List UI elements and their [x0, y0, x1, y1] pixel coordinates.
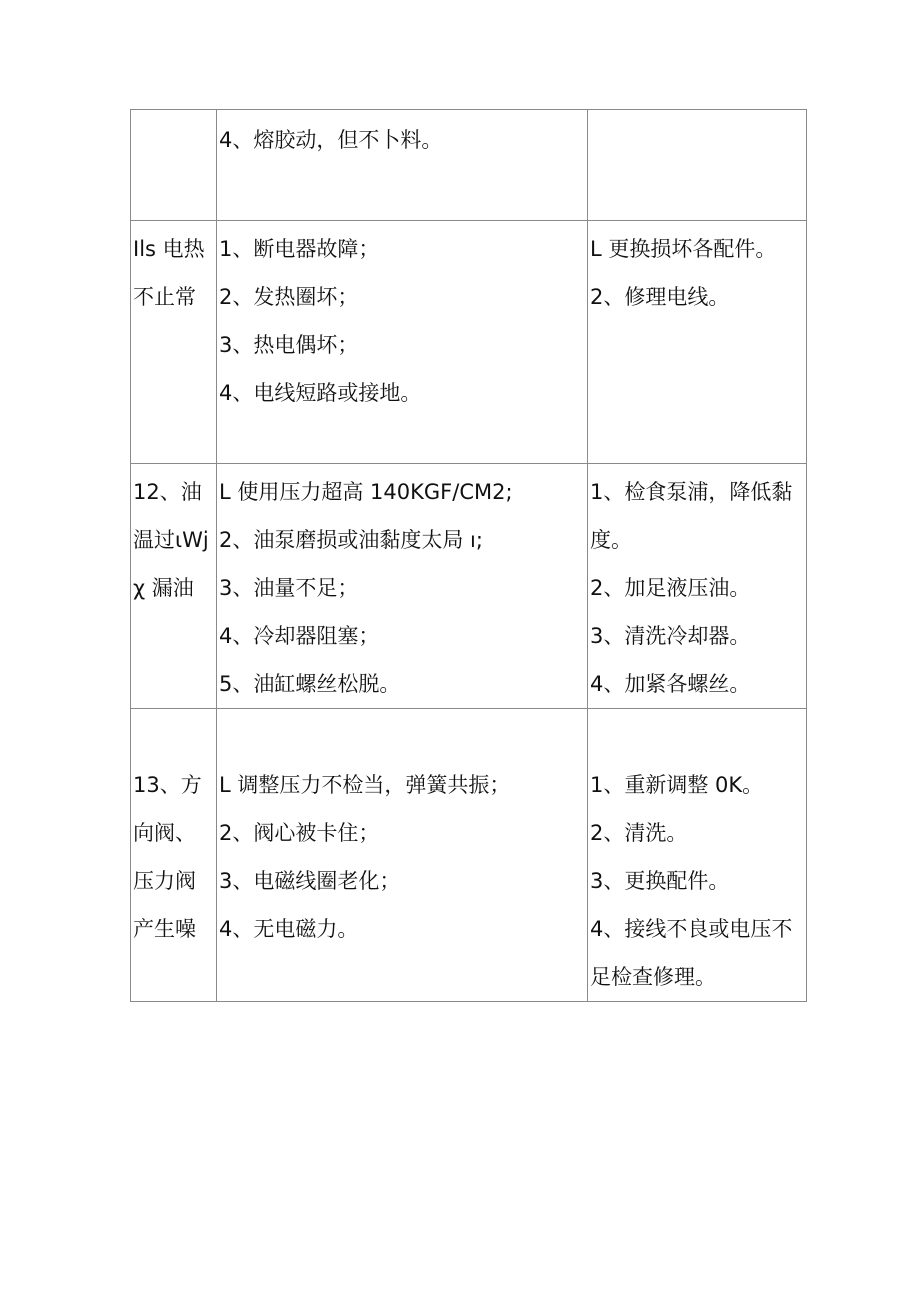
fix-cell — [588, 464, 807, 709]
fix-item: 4、接线不良或电压不足检查修理。 — [590, 917, 793, 989]
fault-cell — [131, 221, 217, 464]
cause-item: 2、阀心被卡住； — [219, 821, 380, 845]
cause-cell — [217, 464, 588, 709]
cause-item: L 使用压力超高 140KGF/CM2; — [219, 480, 513, 504]
fix-item: 3、清洗冷却器。 — [590, 624, 751, 648]
table-row — [131, 221, 807, 464]
cause-item: 5、油缸螺丝松脱。 — [219, 672, 401, 696]
cause-item: L 调整压力不检当，弹簧共振； — [219, 773, 511, 797]
fault-name: Ils 电热不止常 — [133, 237, 205, 309]
fix-item: 2、修理电线。 — [590, 285, 730, 309]
fix-item: L 更换损坏各配件。 — [590, 237, 777, 261]
cause-cell — [217, 709, 588, 1002]
fix-item: 1、重新调整 0K。 — [590, 773, 764, 797]
cause-item: 3、热电偶坏； — [219, 333, 359, 357]
cause-cell — [217, 110, 588, 221]
cause-item: 4、熔胶动，但不卜料。 — [219, 128, 443, 152]
fix-item: 3、更换配件。 — [590, 869, 730, 893]
cause-item: 2、油泵磨损或油黏度太局 ı; — [219, 528, 483, 552]
fault-cell — [131, 464, 217, 709]
fault-name: 12、油温过ιWjχ 漏油 — [133, 480, 209, 600]
fault-name: 13、方向阀、压力阀产生噪 — [133, 773, 202, 941]
cause-item: 3、电磁线圈老化； — [219, 869, 401, 893]
fix-cell — [588, 110, 807, 221]
fix-item: 2、加足液压油。 — [590, 576, 751, 600]
fix-item: 1、检食泵浦，降低黏度。 — [590, 480, 793, 552]
cause-item: 1、断电器故障； — [219, 237, 380, 261]
table-row — [131, 709, 807, 1002]
fix-cell — [588, 221, 807, 464]
fault-table — [130, 109, 807, 1002]
fix-item: 4、加紧各螺丝。 — [590, 672, 751, 696]
table-row — [131, 110, 807, 221]
cause-item: 4、电线短路或接地。 — [219, 381, 422, 405]
fault-cell — [131, 709, 217, 1002]
cause-cell — [217, 221, 588, 464]
cause-item: 4、无电磁力。 — [219, 917, 359, 941]
cause-item: 3、油量不足； — [219, 576, 359, 600]
table-row — [131, 464, 807, 709]
cause-item: 2、发热圈坏； — [219, 285, 359, 309]
fix-cell — [588, 709, 807, 1002]
fault-cell — [131, 110, 217, 221]
fix-item: 2、清洗。 — [590, 821, 688, 845]
cause-item: 4、冷却器阻塞； — [219, 624, 380, 648]
